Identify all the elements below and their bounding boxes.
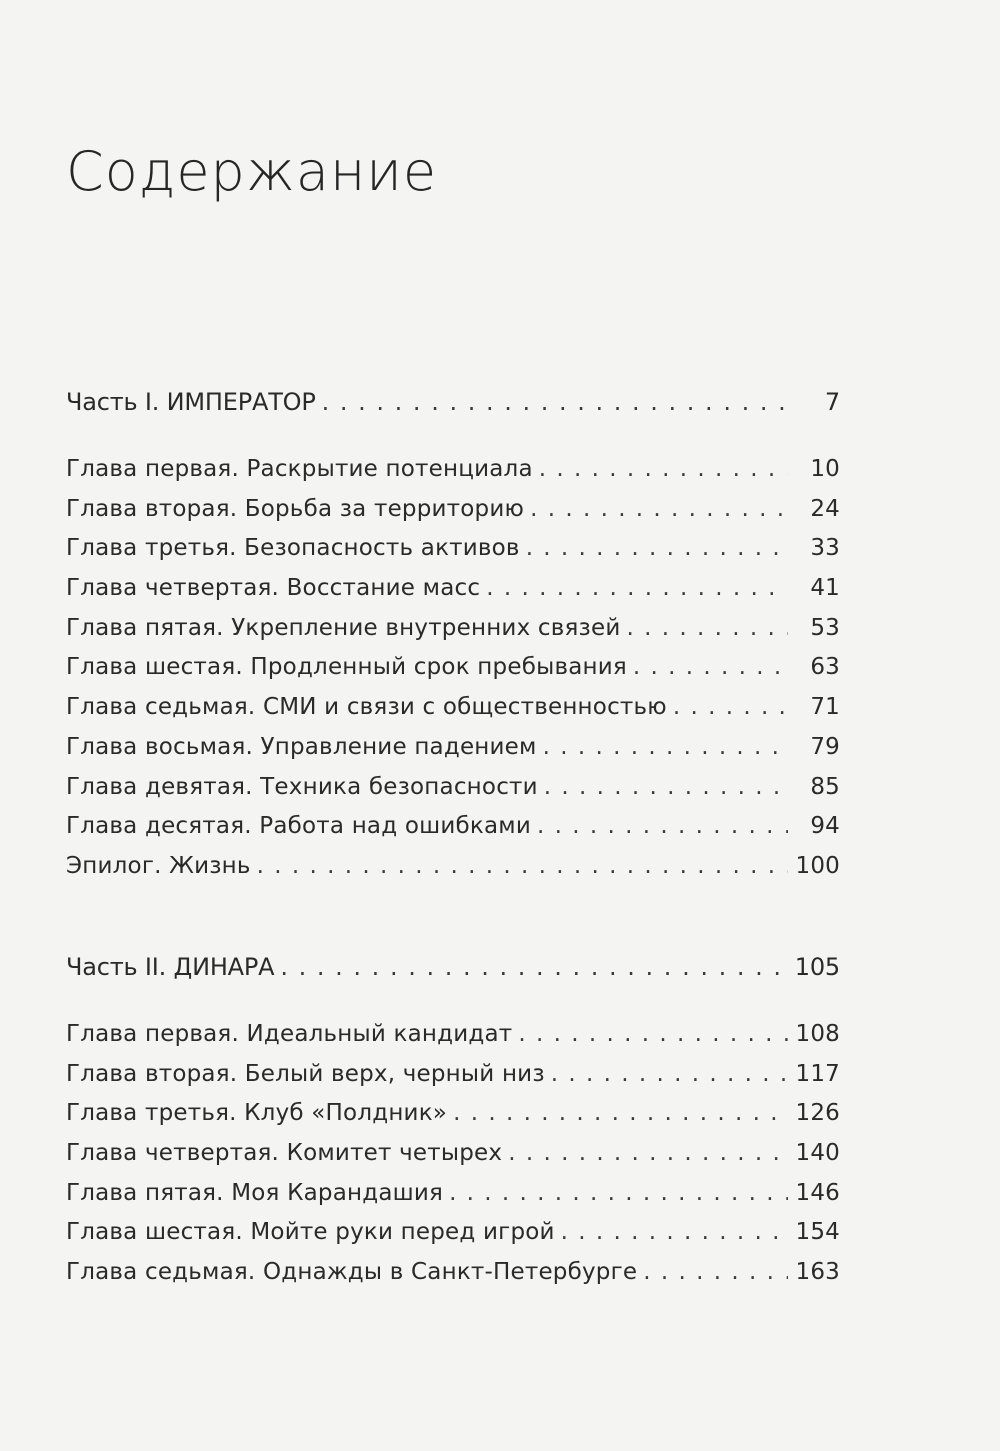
part-heading-label: Часть I. ИМПЕРАТОР xyxy=(66,388,316,416)
entry-page: 71 xyxy=(810,694,840,721)
entry-page: 41 xyxy=(810,575,840,602)
entry-page: 108 xyxy=(795,1021,840,1047)
dot-leader xyxy=(524,496,788,522)
dot-leader xyxy=(502,1140,788,1166)
entry-page: 126 xyxy=(795,1100,840,1127)
entry-page: 63 xyxy=(810,654,840,681)
entry-label: Глава первая. Идеальный кандидат xyxy=(66,1021,513,1047)
toc-entry xyxy=(66,853,840,893)
entry-page: 24 xyxy=(810,495,840,522)
entry-label: Глава четвертая. Восстание масс xyxy=(66,575,481,602)
dot-leader xyxy=(512,1021,788,1047)
dot-leader xyxy=(545,1061,788,1087)
dot-leader xyxy=(274,953,788,981)
entry-label: Глава девятая. Техника безопасности xyxy=(66,773,538,800)
entry-page: 140 xyxy=(795,1140,840,1167)
toc-entry xyxy=(66,615,840,655)
dot-leader xyxy=(538,774,788,800)
entry-label: Глава десятая. Работа над ошибками xyxy=(66,813,531,840)
entry-page: 154 xyxy=(795,1219,840,1246)
entry-page: 146 xyxy=(795,1179,840,1206)
dot-leader xyxy=(316,388,788,416)
dot-leader xyxy=(447,1100,788,1126)
page-title: Содержание xyxy=(66,140,438,203)
entry-page: 10 xyxy=(810,456,840,482)
dot-leader xyxy=(667,694,788,720)
entry-page: 79 xyxy=(810,733,840,760)
entry-label: Глава третья. Клуб «Полдник» xyxy=(66,1100,448,1127)
dot-leader xyxy=(531,813,788,839)
entry-label: Глава первая. Раскрытие потенциала xyxy=(66,456,533,482)
entry-page: 94 xyxy=(810,813,840,840)
entry-label: Глава пятая. Укрепление внутренних связей xyxy=(66,614,621,641)
dot-leader xyxy=(533,456,788,482)
entry-label: Глава четвертая. Комитет четырех xyxy=(66,1140,503,1167)
toc-part-2 xyxy=(66,953,840,1299)
dot-leader xyxy=(620,615,788,641)
toc-entry xyxy=(66,1180,840,1220)
entry-page: 53 xyxy=(810,614,840,641)
dot-leader xyxy=(443,1180,788,1206)
entry-page: 163 xyxy=(795,1259,840,1286)
toc-entry xyxy=(66,734,840,774)
entry-label: Глава пятая. Моя Карандашия xyxy=(66,1179,444,1206)
toc-entry xyxy=(66,813,840,853)
entry-label: Глава шестая. Мойте руки перед игрой xyxy=(66,1219,555,1246)
part-heading-page: 105 xyxy=(794,953,840,981)
toc-entry xyxy=(66,575,840,615)
entry-label: Глава третья. Безопасность активов xyxy=(66,535,520,562)
toc-part-heading xyxy=(66,953,840,993)
toc-entry xyxy=(66,694,840,734)
toc-entry xyxy=(66,1061,840,1101)
toc-entry xyxy=(66,1100,840,1140)
part-heading-page: 7 xyxy=(824,388,840,416)
toc-entry xyxy=(66,1021,840,1061)
toc-entry xyxy=(66,774,840,814)
toc-entry xyxy=(66,1259,840,1299)
entry-label: Глава шестая. Продленный срок пребывания xyxy=(66,654,627,681)
dot-leader xyxy=(537,734,788,760)
entry-page: 85 xyxy=(810,773,840,800)
toc-entry xyxy=(66,1219,840,1259)
entry-page: 33 xyxy=(810,535,840,562)
toc-entry xyxy=(66,496,840,536)
toc-entry xyxy=(66,1140,840,1180)
dot-leader xyxy=(555,1219,788,1245)
entry-label: Глава седьмая. СМИ и связи с общественностью xyxy=(66,694,667,721)
toc-part-heading xyxy=(66,388,840,428)
toc-entry xyxy=(66,535,840,575)
entry-page: 100 xyxy=(795,852,840,879)
part-heading-label: Часть II. ДИНАРА xyxy=(66,953,275,981)
entry-label: Глава вторая. Белый верх, черный низ xyxy=(66,1060,545,1087)
toc-entry xyxy=(66,654,840,694)
dot-leader xyxy=(627,654,788,680)
entry-label: Глава седьмая. Однажды в Санкт-Петербурге xyxy=(66,1259,638,1286)
dot-leader xyxy=(520,535,788,561)
dot-leader xyxy=(637,1259,788,1285)
dot-leader xyxy=(251,853,788,879)
entry-page: 117 xyxy=(795,1060,840,1087)
toc-part-1 xyxy=(66,388,840,893)
entry-label: Эпилог. Жизнь xyxy=(66,852,251,879)
entry-label: Глава вторая. Борьба за территорию xyxy=(66,495,525,522)
toc-entry xyxy=(66,456,840,496)
entry-label: Глава восьмая. Управление падением xyxy=(66,733,537,760)
dot-leader xyxy=(480,575,788,601)
